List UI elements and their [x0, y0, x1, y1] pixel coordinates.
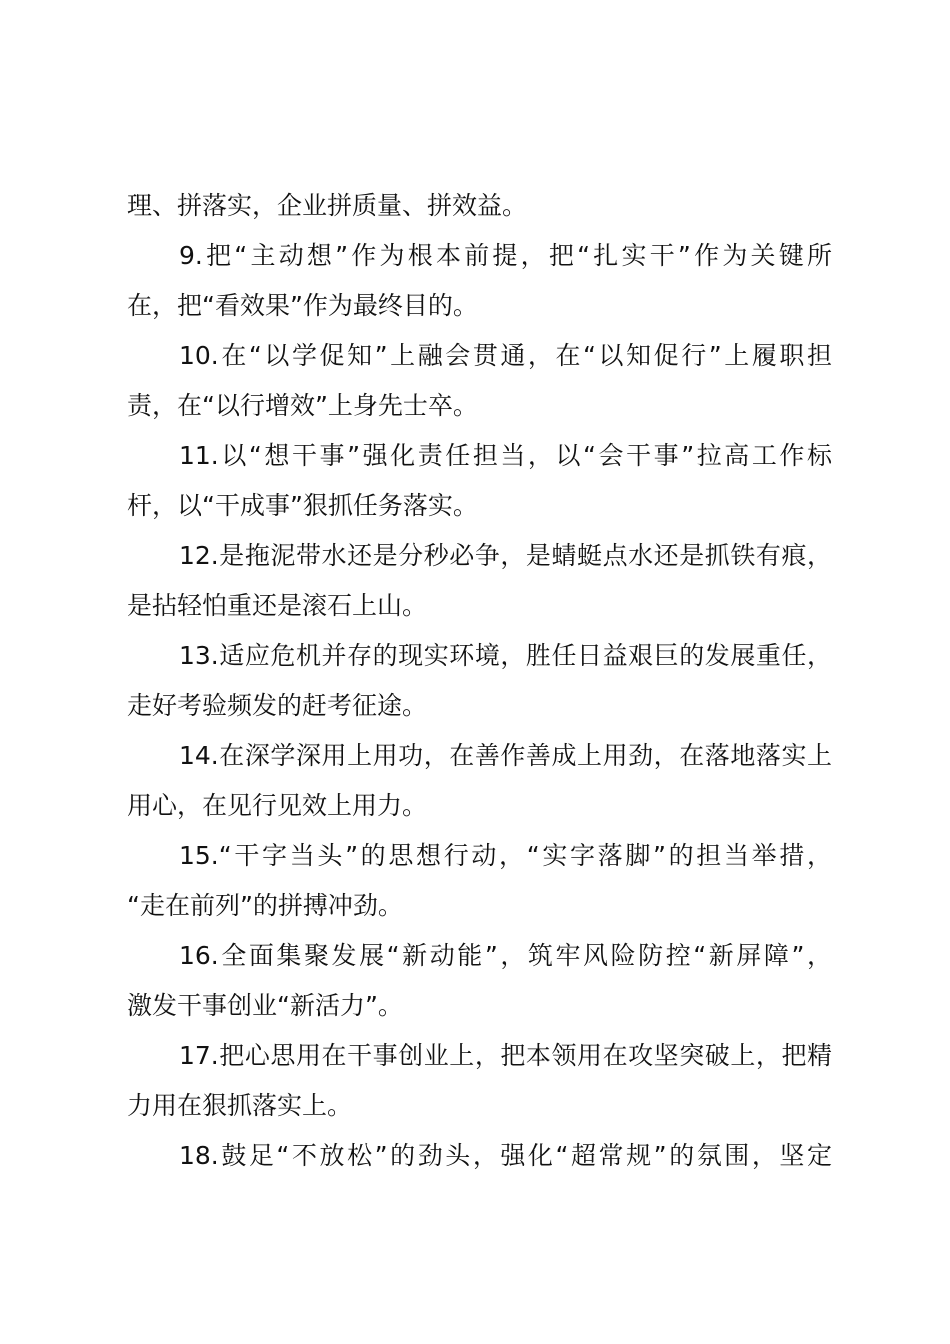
item-13-line-1: 13.适应危机并存的现实环境，胜任日益艰巨的发展重任，: [179, 641, 832, 670]
item-9-line-2: 在，把“看效果”作为最终目的。: [127, 291, 478, 320]
item-12-line-1: 12.是拖泥带水还是分秒必争，是蜻蜓点水还是抓铁有痕，: [179, 541, 832, 570]
item-15-line-1: 15.“干字当头”的思想行动，“实字落脚”的担当举措，: [179, 841, 832, 870]
item-17-line-2: 力用在狠抓落实上。: [127, 1091, 353, 1120]
text-line-continuation: 理、拼落实，企业拼质量、拼效益。: [127, 191, 528, 220]
item-15-line-2: “走在前列”的拼搏冲劲。: [127, 891, 403, 920]
item-18-line-1: 18.鼓足“不放松”的劲头，强化“超常规”的氛围，坚定: [179, 1141, 832, 1170]
item-10-line-2: 责，在“以行增效”上身先士卒。: [127, 391, 478, 420]
item-13-line-2: 走好考验频发的赶考征途。: [127, 691, 428, 720]
item-14-line-1: 14.在深学深用上用功，在善作善成上用劲，在落地落实上: [179, 741, 832, 770]
item-16-line-1: 16.全面集聚发展“新动能”，筑牢风险防控“新屏障”，: [179, 941, 832, 970]
item-16-line-2: 激发干事创业“新活力”。: [127, 991, 403, 1020]
item-11-line-1: 11.以“想干事”强化责任担当，以“会干事”拉高工作标: [179, 441, 832, 470]
item-14-line-2: 用心，在见行见效上用力。: [127, 791, 428, 820]
item-17-line-1: 17.把心思用在干事创业上，把本领用在攻坚突破上，把精: [179, 1041, 832, 1070]
item-9-line-1: 9.把“主动想”作为根本前提，把“扎实干”作为关键所: [179, 241, 832, 270]
item-12-line-2: 是拈轻怕重还是滚石上山。: [127, 591, 428, 620]
item-11-line-2: 杆，以“干成事”狠抓任务落实。: [127, 491, 478, 520]
document-body: [127, 181, 832, 1181]
item-10-line-1: 10.在“以学促知”上融会贯通，在“以知促行”上履职担: [179, 341, 832, 370]
